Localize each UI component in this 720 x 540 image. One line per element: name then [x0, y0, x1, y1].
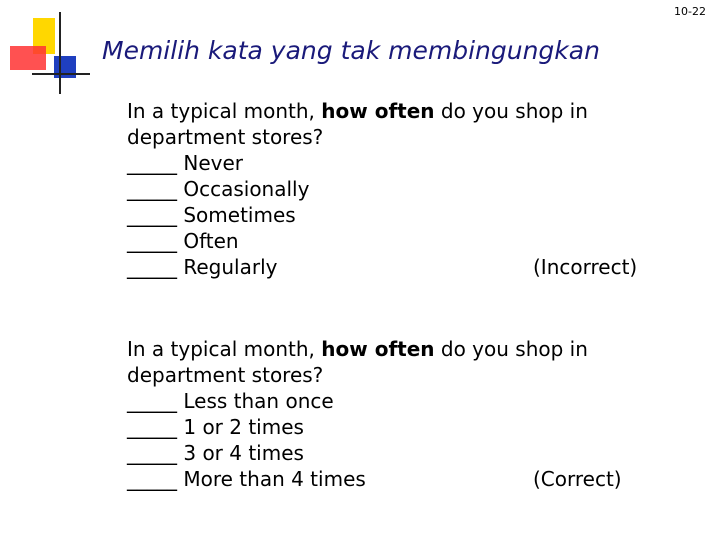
answer-option: _____ Less than once [127, 389, 334, 413]
verdict-label: (Correct) [533, 467, 622, 491]
slide-title: Memilih kata yang tak membingungkan [102, 36, 600, 65]
question-correct-example [127, 336, 687, 492]
question-text-line2: department stores? [127, 125, 324, 149]
verdict-label: (Incorrect) [533, 255, 638, 279]
answer-option: _____ Often [127, 229, 239, 253]
slide-number: 10-22 [674, 5, 706, 18]
answer-option-row [127, 466, 687, 492]
slide-logo-graphic [0, 0, 90, 100]
question-text-line1: In a typical month, how often do you shop in [127, 99, 588, 123]
question-incorrect-example [127, 98, 687, 280]
answer-option: _____ Regularly [127, 255, 278, 279]
question-text-line2: department stores? [127, 363, 324, 387]
answer-option-row [127, 254, 687, 280]
answer-option: _____ Occasionally [127, 177, 310, 201]
answer-option: _____ 3 or 4 times [127, 441, 304, 465]
logo-red-square [10, 46, 46, 70]
answer-option: _____ More than 4 times [127, 467, 366, 491]
question-text-line1: In a typical month, how often do you shop in [127, 337, 588, 361]
answer-option: _____ Sometimes [127, 203, 296, 227]
answer-option: _____ Never [127, 151, 243, 175]
answer-option: _____ 1 or 2 times [127, 415, 304, 439]
